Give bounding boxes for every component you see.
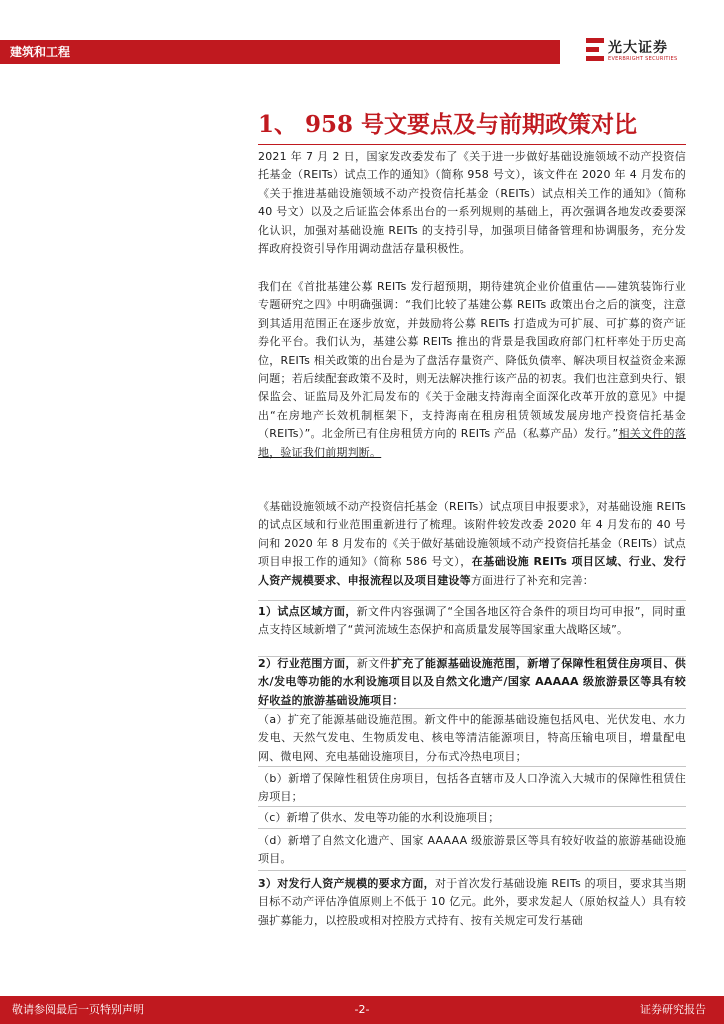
- item-asset-scale-text: 对于首次发行基础设施 REITs 的项目，要求其当期目标不动产评估净值原则上不低于 10 亿元。此外，要求发起人（原始权益人）具有较强扩募能力，以控股或相对控股方式持有、按有关规定可发行基础: [258, 877, 686, 927]
- item-asset-scale: [258, 875, 686, 930]
- paragraph-application-tail: 方面进行了补充和完善：: [470, 573, 595, 587]
- footer-disclaimer: 敬请参阅最后一页特别声明: [12, 1003, 144, 1016]
- item-industry-scope-bold: 扩充了能源基础设施范围，新增了保障性租赁住房项目、供水/发电等功能的水利设施项目以及自然文化遗产/国家 AAAAA 级旅游景区等具有较好收益的旅游基础设施项目：: [258, 657, 686, 707]
- paragraph-958-release: 2021 年 7 月 2 日，国家发改委发布了《关于进一步做好基础设施领域不动产投资信托基金（REITs）试点工作的通知》（简称 958 号文），该文件在 2020 年 4 月发布的《关于推进基础设施领域不动产投资信托基金（REITs）试点相关工作的通知》（简称 40 号文）以及之后证监会体系出台的一系列规则的基础上，再次强调各地发改委要深化认识，加强对基础设施 REITs 的支持引导，加强项目储备管理和协调服务，充分发挥政府投资引导作用调动盘活存量积极性。: [258, 150, 686, 256]
- item-pilot-region: [258, 603, 686, 640]
- paragraph-application-bold: 在基础设施 REITs 项目区域、行业、发行人资产规模要求、申报流程以及项目建设等: [258, 555, 686, 587]
- paragraph-application-text: 《基础设施领域不动产投资信托基金（REITs）试点项目申报要求》，对基础设施 REITs 的试点区域和行业范围重新进行了梳理。该附件较发改委 2020 年 4 月发布的 40 号问和 2020 年 8 月发布的《关于做好基础设施领域不动产投资信托基金（REITs）试点项目申报工作的通知》（简称 586 号文），: [258, 500, 686, 569]
- divider-6: [258, 828, 686, 829]
- paragraph-prior-report: [258, 278, 686, 462]
- divider-4: [258, 766, 686, 767]
- divider-3: [258, 708, 686, 709]
- sub-item-a-energy: （a）扩充了能源基础设施范围。新文件中的能源基础设施包括风电、光伏发电、水力发电、天然气发电、生物质发电、核电等清洁能源项目，特高压输电项目，增量配电网、微电网、充电基础设施项目，分布式冷热电项目；: [258, 713, 686, 763]
- sub-item-d-tourism: （d）新增了自然文化遗产、国家 AAAAA 级旅游景区等具有较好收益的旅游基础设施项目。: [258, 834, 686, 866]
- everbright-logo-icon: [586, 38, 604, 62]
- divider-5: [258, 806, 686, 807]
- footer-report-type: 证券研究报告: [640, 1003, 706, 1016]
- item-industry-scope: [258, 655, 686, 710]
- header-section-bar: [0, 40, 560, 64]
- divider-1: [258, 600, 686, 601]
- paragraph-application-requirements: [258, 498, 686, 590]
- item-asset-scale-lead: 3）对发行人资产规模的要求方面，: [258, 877, 435, 890]
- section-title: 1、 958 号文要点及与前期政策对比: [258, 111, 638, 138]
- item-pilot-region-text: 新文件内容强调了“全国各地区符合条件的项目均可申报”，同时重点支持区域新增了“黄河流域生态保护和高质量发展等国家重大战略区域”。: [258, 605, 686, 637]
- footer-bar: [0, 996, 724, 1024]
- sub-item-c-water: （c）新增了供水、发电等功能的水利设施项目；: [258, 811, 500, 824]
- paragraph-prior-report-conclusion: 相关文件的落地，验证我们前期判断。: [258, 427, 687, 459]
- item-industry-scope-text: 新文件: [356, 657, 391, 670]
- item-pilot-region-lead: 1）试点区域方面，: [258, 605, 357, 618]
- divider-7: [258, 870, 686, 871]
- brand-logo: [586, 36, 706, 66]
- sub-item-b-housing: （b）新增了保障性租赁住房项目，包括各直辖市及人口净流入大城市的保障性租赁住房项目；: [258, 772, 686, 804]
- brand-name-cn: 光大证券: [608, 40, 668, 56]
- footer-page-number: -2-: [354, 1003, 370, 1016]
- header-section-label: 建筑和工程: [10, 45, 71, 59]
- brand-name-en: EVERBRIGHT SECURITIES: [608, 56, 678, 62]
- paragraph-prior-report-text: 我们在《首批基建公募 REITs 发行超预期，期待建筑企业价值重估——建筑装饰行业专题研究之四》中明确强调：“我们比较了基建公募 REITs 政策出台之后的演变，注意到其适用范围正在逐步放宽，并鼓励将公募 REITs 打造成为可扩展、可扩募的资产证券化平台。我们认为，基建公募 REITs 推出的背景是我国政府部门杠杆率处于历史高位，REITs 相关政策的出台是为了盘活存量资产、降低负债率、解决项目权益资金来源问题；若后续配套政策不及时，则无法解决推行该产品的初衷。我们也注意到央行、银保监会、证监局及外汇局发布的《关于金融支持海南全面深化改革开放的意见》中提出“在房地产长效机制框架下，支持海南在租房租赁领域发展房地产投资信托基金（REITs）”。北金所已有住房租赁方向的 REITs 产品（私募产品）发行。”: [258, 280, 686, 441]
- title-divider: [258, 144, 686, 145]
- item-industry-scope-lead: 2）行业范围方面，: [258, 657, 357, 670]
